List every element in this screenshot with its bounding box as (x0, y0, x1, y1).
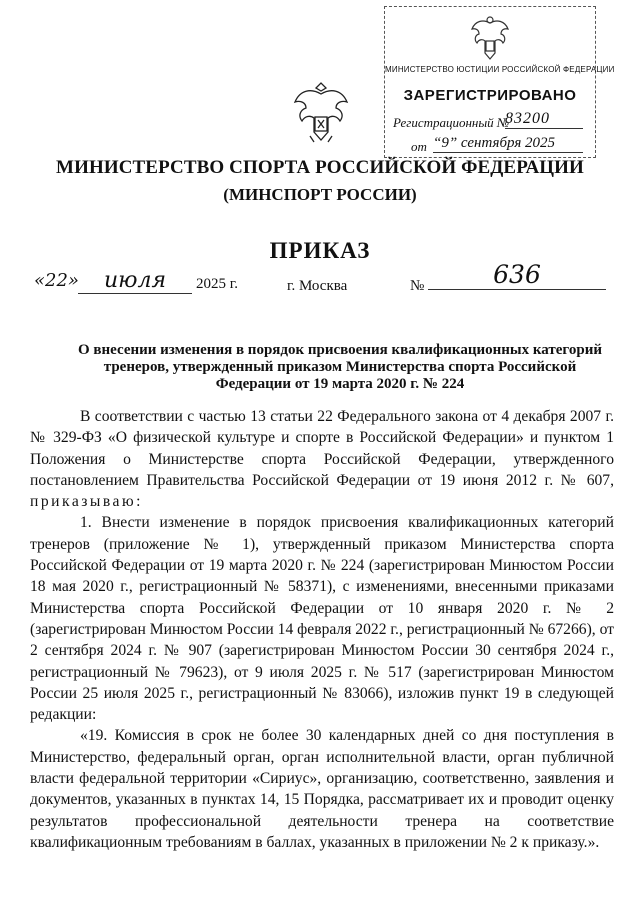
stamp-reg-label: Регистрационный № (393, 115, 510, 130)
order-month: июля (78, 268, 192, 294)
order-day: «22» (34, 270, 79, 291)
stamp-reg-number: 83200 (505, 110, 583, 129)
stamp-title: ЗАРЕГИСТРИРОВАНО (403, 87, 577, 104)
preamble-text: В соответствии с частью 13 статьи 22 Федерального закона от 4 декабря 2007 г. № 329-ФЗ «О физической культуре и спорте в Российской Федерации» и пунктом 1 Положения о Министерстве спорта Российской Федерации, утвержденного постановлением Правительства Российской Федерации от 19 июня 2012 г. № 607, (30, 408, 614, 489)
order-body (30, 406, 614, 853)
stamp-date-value: “9” сентября 2025 (433, 135, 583, 153)
order-subject: О внесении изменения в порядок присвоения квалификационных категорий тренеров, утвержденный приказом Министерства спорта Российской Федерации от 19 марта 2020 г. № 224 (77, 342, 602, 392)
item-19-quote-paragraph: «19. Комиссия в срок не более 30 календарных дней со дня поступления в Министерство, федеральный орган, орган исполнительной власти, орган публичной власти федеральной территории «Сириус», организацию, соответственно, заявления и документов, указанных в пунктах 14, 15 Порядка, рассматривает их и проводит оценку результатов профессиональной деятельности тренера на соответствие квалификационным требованиям в баллах, указанных в приложении № 2 к приказу.». (30, 727, 614, 851)
preamble-paragraph (30, 406, 614, 512)
registration-stamp (384, 6, 615, 158)
coat-of-arms-icon (469, 13, 511, 63)
document-type-title: ПРИКАЗ (269, 238, 371, 263)
stamp-date-label: от (411, 139, 427, 154)
coat-of-arms-icon (292, 80, 350, 146)
ministry-title: МИНИСТЕРСТВО СПОРТА РОССИЙСКОЙ ФЕДЕРАЦИИ (56, 157, 584, 178)
order-number-label: № (410, 278, 425, 294)
order-number-value: 636 (428, 260, 606, 290)
order-city: г. Москва (287, 278, 348, 294)
ministry-short-name: (МИНСПОРТ РОССИИ) (223, 185, 417, 204)
item-1-paragraph: 1. Внести изменение в порядок присвоения квалификационных категорий тренеров (приложение № 1), утвержденный приказом Министерства спорта Российской Федерации от 19 марта 2020 г. № 224 (зарегистрирован Минюстом России 18 мая 2020 г., регистрационный № 58371), с изменениями, внесенными приказами Министерства спорта Российской Федерации от 10 января 2020 г. № 2 (зарегистрирован Минюстом России 14 февраля 2022 г., регистрационный № 67266), от 2 сентября 2024 г. № 907 (зарегистрирован Минюстом России 30 сентября 2024 г., регистрационный № 79623), от 9 июля 2025 г. № 517 (зарегистрирован Минюстом России 25 июля 2025 г., регистрационный № 83066), изложив пункт 19 в следующей редакции: (30, 514, 614, 724)
stamp-ministry-name: МИНИСТЕРСТВО ЮСТИЦИИ РОССИЙСКОЙ ФЕДЕРАЦИИ (385, 65, 615, 74)
order-verb: приказываю: (30, 493, 143, 511)
order-year: 2025 г. (196, 276, 238, 292)
